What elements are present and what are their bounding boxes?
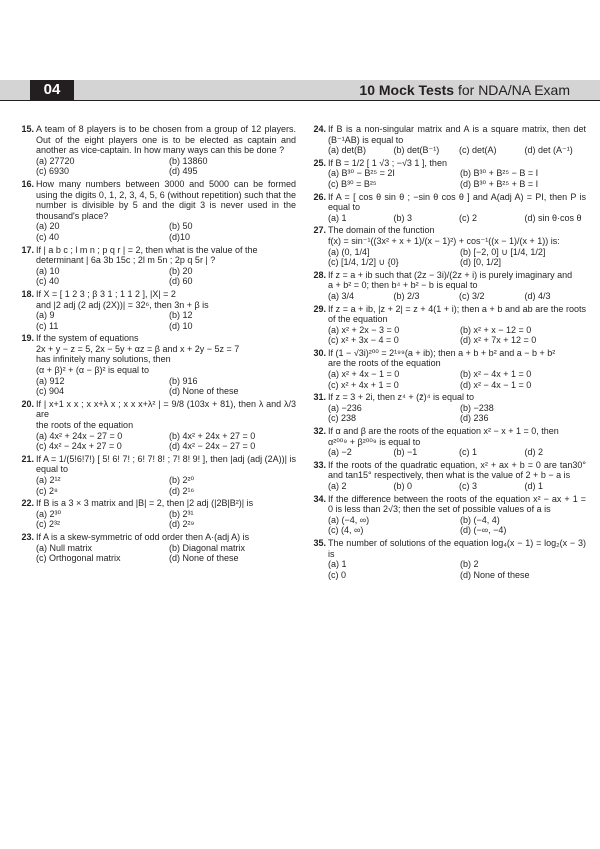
question-number: 23. bbox=[21, 531, 34, 542]
question-text: How many numbers between 3000 and 5000 can be formed using the digits 0, 1, 2, 3, 4, 5, 6 (without repetition) such that the number is divisible by 5 and the digit 3 is never used in the thousand's place? bbox=[36, 178, 296, 221]
answer-option: (c) x² + 4x + 1 = 0 bbox=[328, 379, 399, 390]
answer-option: (b) 2³¹ bbox=[169, 508, 194, 519]
answer-option: (b) (−4, 4) bbox=[460, 514, 500, 525]
answer-option: (b) 50 bbox=[169, 221, 193, 232]
answer-option: (a) 10 bbox=[36, 265, 60, 276]
answer-option: (c) Orthogonal matrix bbox=[36, 553, 121, 564]
answer-option: (b) 4x² + 24x + 27 = 0 bbox=[169, 430, 256, 441]
answer-option: (c) det(A) bbox=[459, 145, 497, 156]
question-number: 31. bbox=[313, 392, 326, 403]
answer-option: (b) x² − 4x + 1 = 0 bbox=[460, 369, 532, 380]
question-number: 25. bbox=[313, 157, 326, 168]
question-text: If A = 1/(5!6!7!) [ 5! 6! 7! ; 6! 7! 8! ; 7! 8! 9! ], then |adj (adj (2A))| is equal to bbox=[36, 453, 296, 475]
question-number: 26. bbox=[313, 191, 326, 202]
question-number: 22. bbox=[21, 498, 34, 509]
answer-options bbox=[36, 156, 296, 177]
answer-option: (d) 2²⁹ bbox=[169, 519, 195, 530]
answer-option: (c) 0 bbox=[328, 569, 346, 580]
answer-option: (d) None of these bbox=[169, 553, 239, 564]
answer-options bbox=[328, 481, 586, 492]
question-28 bbox=[306, 270, 586, 302]
answer-option: (a) Null matrix bbox=[36, 542, 93, 553]
answer-option: (a) (0, 1/4] bbox=[328, 246, 370, 257]
question-text: If z = a + ib, |z + 2| = z + 4(1 + i); then a + b and ab are the roots of the equation bbox=[328, 303, 586, 325]
answer-option: (a) −236 bbox=[328, 402, 362, 413]
answer-options bbox=[328, 325, 586, 346]
question-33 bbox=[306, 460, 586, 492]
answer-option: (a) 2¹² bbox=[36, 475, 61, 485]
question-text: If B is a non-singular matrix and A is a square matrix, then det (B⁻¹AB) is equal to bbox=[328, 124, 586, 145]
question-text: If z = a + ib such that (2z − 3i)/(2z + i) is purely imaginary and bbox=[328, 269, 573, 280]
question-number: 35. bbox=[313, 537, 326, 548]
question-text: 2x + y − z = 5, 2x − 5y + αz = β and x + 2y − 5z = 7 bbox=[36, 343, 240, 354]
question-17 bbox=[14, 245, 296, 287]
answer-option: (d) 4/3 bbox=[524, 290, 551, 301]
answer-option: (b) 12 bbox=[169, 310, 193, 321]
question-22 bbox=[14, 498, 296, 530]
question-number: 21. bbox=[21, 453, 34, 464]
answer-option: (b) B³⁰ + B²⁵ − B = I bbox=[460, 168, 539, 179]
answer-option: (b) [−2, 0] ∪ [1/4, 1/2] bbox=[460, 246, 546, 257]
answer-option: (a) 4x² + 24x − 27 = 0 bbox=[36, 430, 123, 441]
question-27 bbox=[306, 225, 586, 267]
answer-options bbox=[36, 509, 296, 530]
question-text: If the difference between the roots of the equation x² − ax + 1 = 0 is less than 2√3; then the set of possible values of a is bbox=[328, 493, 586, 515]
answer-options bbox=[328, 559, 586, 580]
answer-options bbox=[36, 431, 296, 452]
question-text: the roots of the equation bbox=[36, 420, 134, 431]
question-text: are the roots of the equation bbox=[328, 358, 441, 369]
answer-option: (b) 20 bbox=[169, 265, 193, 276]
answer-option: (a) 2 bbox=[328, 481, 347, 491]
answer-option: (a) det(B) bbox=[328, 145, 367, 156]
answer-option: (b) 13860 bbox=[169, 155, 208, 166]
question-number: 20. bbox=[21, 398, 34, 409]
question-18 bbox=[14, 289, 296, 331]
answer-options bbox=[328, 403, 586, 424]
question-text: If (1 − √3i)²⁰⁰ = 2¹⁹⁹(a + ib); then a + b + b² and a − b + b² bbox=[328, 347, 556, 358]
answer-options bbox=[328, 447, 586, 458]
page-header bbox=[0, 80, 600, 100]
answer-option: (d) [0, 1/2] bbox=[460, 257, 502, 268]
answer-option: (a) −2 bbox=[328, 447, 352, 458]
answer-option: (a) 9 bbox=[36, 310, 55, 321]
page-number: 04 bbox=[30, 80, 74, 100]
answer-option: (d) 236 bbox=[460, 413, 489, 424]
question-text: and |2 adj (2 adj (2X))| = 32⁶, then 3n + β is bbox=[36, 299, 209, 310]
header-rule bbox=[0, 100, 600, 101]
answer-option: (d) 2 bbox=[524, 447, 544, 458]
answer-option: (a) 912 bbox=[36, 375, 65, 386]
answer-option: (a) 27720 bbox=[36, 155, 75, 166]
question-21 bbox=[14, 454, 296, 496]
question-number: 24. bbox=[313, 124, 326, 134]
question-32 bbox=[306, 426, 586, 458]
answer-option: (a) 3/4 bbox=[328, 290, 355, 301]
question-number: 17. bbox=[21, 244, 34, 255]
book-title-rest: for NDA/NA Exam bbox=[454, 82, 570, 98]
answer-option: (b) 916 bbox=[169, 375, 198, 386]
question-30 bbox=[306, 348, 586, 390]
answer-option: (c) B³⁰ = B²⁵ bbox=[328, 178, 377, 189]
book-title bbox=[359, 80, 570, 100]
question-number: 30. bbox=[313, 347, 326, 358]
answer-option: (d) sin θ·cos θ bbox=[524, 212, 582, 223]
answer-option: (b) 2²⁰ bbox=[169, 475, 195, 485]
question-number: 16. bbox=[21, 178, 34, 189]
question-31 bbox=[306, 392, 586, 424]
answer-option: (b) −1 bbox=[393, 447, 418, 458]
answer-option: (c) 904 bbox=[36, 386, 65, 397]
answer-option: (d) 1 bbox=[524, 481, 544, 491]
answer-option: (b) 2/3 bbox=[393, 290, 420, 301]
question-16 bbox=[14, 179, 296, 243]
question-text: determinant | 6a 3b 15c ; 2l m 5n ; 2p q 5r | ? bbox=[36, 255, 216, 266]
answer-option: (c) 40 bbox=[36, 231, 60, 242]
question-24 bbox=[306, 124, 586, 156]
answer-option: (a) 1 bbox=[328, 212, 347, 223]
question-number: 28. bbox=[313, 269, 326, 280]
book-title-bold: 10 Mock Tests bbox=[359, 82, 455, 98]
answer-option: (b) det(B⁻¹) bbox=[393, 145, 440, 156]
answer-option: (a) 2³⁰ bbox=[36, 508, 62, 519]
answer-options bbox=[328, 213, 586, 224]
answer-option: (c) 3/2 bbox=[459, 290, 485, 301]
question-20 bbox=[14, 399, 296, 452]
answer-options bbox=[36, 310, 296, 331]
question-number: 29. bbox=[313, 303, 326, 314]
answer-option: (c) 4x² − 24x + 27 = 0 bbox=[36, 441, 122, 452]
answer-option: (d) 4x² − 24x − 27 = 0 bbox=[169, 441, 256, 452]
answer-option: (c) 2 bbox=[459, 212, 477, 223]
answer-option: (d) None of these bbox=[460, 569, 530, 580]
question-number: 32. bbox=[313, 426, 326, 437]
answer-option: (d) 60 bbox=[169, 276, 193, 287]
answer-option: (d) det (A⁻¹) bbox=[524, 145, 573, 156]
left-column bbox=[14, 124, 296, 566]
question-text: α²⁰⁰⁹ + β²⁰⁰⁹ is equal to bbox=[328, 436, 421, 447]
answer-option: (b) x² + x − 12 = 0 bbox=[460, 324, 532, 335]
answer-option: (a) (−4, ∞) bbox=[328, 514, 370, 525]
question-text: has infinitely many solutions, then bbox=[36, 354, 171, 365]
question-text: (α + β)² + (α − β)² is equal to bbox=[36, 365, 150, 376]
answer-options bbox=[328, 168, 586, 189]
answer-option: (c) 1 bbox=[459, 447, 477, 458]
answer-options bbox=[328, 145, 586, 156]
question-text: If B is a 3 × 3 matrix and |B| = 2, then |2 adj (|2B|B²)| is bbox=[36, 498, 254, 509]
question-text: If A = [ cos θ sin θ ; −sin θ cos θ ] and A(adj A) = PI, then P is equal to bbox=[328, 191, 586, 213]
answer-option: (c) x² + 3x − 4 = 0 bbox=[328, 335, 399, 346]
answer-option: (a) 1 bbox=[328, 559, 347, 570]
question-23 bbox=[14, 532, 296, 564]
answer-option: (a) 20 bbox=[36, 221, 60, 232]
question-text: If z = 3 + 2i, then z⁴ + (z̄)⁴ is equal to bbox=[328, 392, 475, 403]
answer-option: (c) 40 bbox=[36, 276, 60, 287]
answer-option: (b) −238 bbox=[460, 402, 494, 413]
answer-option: (b) Diagonal matrix bbox=[169, 542, 246, 553]
question-number: 15. bbox=[21, 124, 34, 134]
question-text: The domain of the function bbox=[328, 225, 435, 236]
answer-option: (c) 238 bbox=[328, 413, 357, 424]
question-text: If X = [ 1 2 3 ; β 3 1 ; 1 1 2 ], |X| = 2 bbox=[36, 288, 176, 299]
question-number: 34. bbox=[313, 493, 326, 504]
question-35 bbox=[306, 538, 586, 580]
question-34 bbox=[306, 494, 586, 536]
question-number: 18. bbox=[21, 288, 34, 299]
answer-option: (d) None of these bbox=[169, 386, 239, 397]
answer-option: (b) 0 bbox=[393, 481, 413, 491]
answer-option: (d) (−∞, −4) bbox=[460, 525, 507, 536]
question-text: a + b² = 0; then b⁴ + b² − b is equal to bbox=[328, 280, 478, 291]
question-text: If | x+1 x x ; x x+λ x ; x x x+λ² | = 9/8 (103x + 81), then λ and λ/3 are bbox=[36, 398, 296, 420]
question-29 bbox=[306, 304, 586, 346]
answer-option: (d) x² + 7x + 12 = 0 bbox=[460, 335, 537, 346]
question-19 bbox=[14, 333, 296, 397]
answer-option: (c) 3 bbox=[459, 481, 477, 491]
right-column bbox=[306, 124, 586, 582]
answer-option: (b) 2 bbox=[460, 559, 479, 570]
question-text: A team of 8 players is to be chosen from a group of 12 players. Out of the eight players one is to be elected as captain and another as vice-captain. In how many ways can this be done ? bbox=[36, 124, 296, 156]
answer-option: (a) x² + 4x − 1 = 0 bbox=[328, 369, 400, 380]
answer-option: (b) 3 bbox=[393, 212, 413, 223]
answer-option: (d) 10 bbox=[169, 320, 193, 331]
answer-option: (c) 2⁸ bbox=[36, 485, 58, 496]
question-text: f(x) = sin⁻¹((3x² + x + 1)/(x − 1)²) + cos⁻¹((x − 1)/(x + 1)) is: bbox=[328, 235, 560, 246]
answer-options bbox=[36, 266, 296, 287]
answer-options bbox=[328, 291, 586, 302]
question-text: If A is a skew-symmetric of odd order then A·(adj A) is bbox=[36, 531, 250, 542]
answer-options bbox=[36, 475, 296, 496]
answer-option: (d) x² − 4x − 1 = 0 bbox=[460, 379, 532, 390]
answer-option: (c) 2³² bbox=[36, 519, 60, 530]
question-text: If the system of equations bbox=[36, 333, 139, 344]
question-text: If α and β are the roots of the equation x² − x + 1 = 0, then bbox=[328, 426, 559, 437]
question-15 bbox=[14, 124, 296, 177]
answer-option: (a) x² + 2x − 3 = 0 bbox=[328, 324, 400, 335]
question-text: The number of solutions of the equation log₄(x − 1) = log₂(x − 3) is bbox=[328, 537, 586, 559]
answer-option: (d) 495 bbox=[169, 166, 198, 177]
answer-option: (d) B³⁰ + B²⁵ + B = I bbox=[460, 178, 539, 189]
answer-option: (c) [1/4, 1/2] ∪ {0} bbox=[328, 257, 399, 268]
answer-option: (c) (4, ∞) bbox=[328, 525, 364, 536]
answer-option: (d) 2¹⁶ bbox=[169, 485, 195, 496]
answer-option: (c) 11 bbox=[36, 320, 59, 331]
answer-options bbox=[328, 369, 586, 390]
question-number: 19. bbox=[21, 333, 34, 344]
question-text: If B = 1/2 [ 1 √3 ; −√3 1 ], then bbox=[328, 157, 447, 168]
answer-option: (a) B³⁰ − B²⁵ = 2I bbox=[328, 168, 395, 179]
question-text: If | a b c ; l m n ; p q r | = 2, then what is the value of the bbox=[36, 244, 258, 255]
answer-option: (c) 6930 bbox=[36, 166, 70, 177]
question-25 bbox=[306, 158, 586, 190]
answer-options bbox=[328, 515, 586, 536]
question-number: 27. bbox=[313, 225, 326, 236]
answer-option: (d)10 bbox=[169, 231, 191, 242]
answer-options bbox=[36, 543, 296, 564]
answer-options bbox=[36, 221, 296, 242]
answer-options bbox=[328, 247, 586, 268]
answer-options bbox=[36, 376, 296, 397]
question-text: If the roots of the quadratic equation, x² + ax + b = 0 are tan30° and tan15° respectively, then what is the value of 2 + b − a is bbox=[328, 459, 586, 481]
question-number: 33. bbox=[313, 459, 326, 470]
question-26 bbox=[306, 192, 586, 224]
